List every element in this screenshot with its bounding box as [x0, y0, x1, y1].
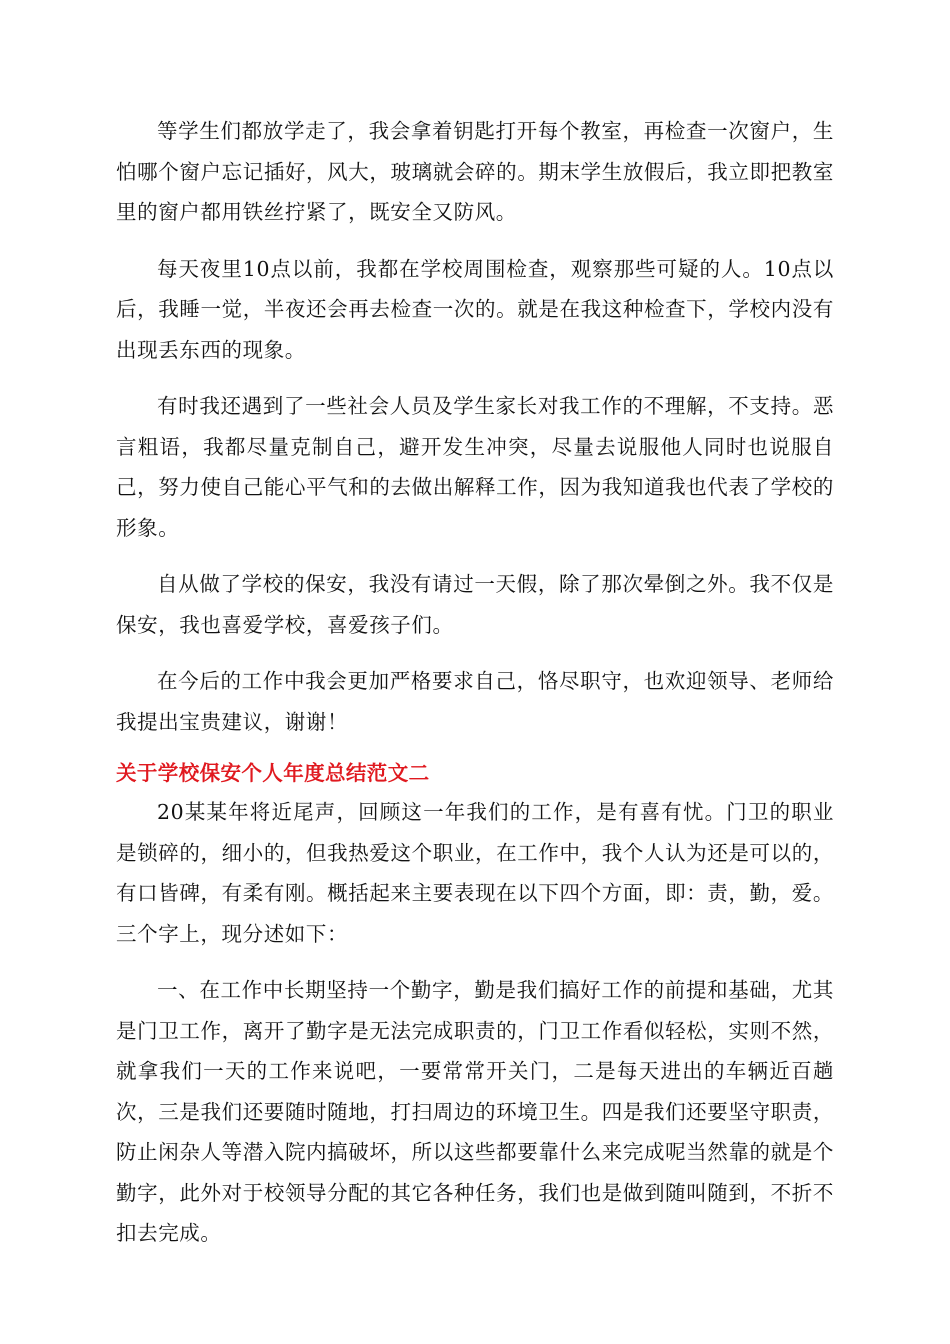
document-body	[116, 111, 834, 1270]
paragraph-check-windows: 等学生们都放学走了，我会拿着钥匙打开每个教室，再检查一次窗户，生怕哪个窗户忘记插好，风大，玻璃就会碎的。期末学生放假后，我立即把教室里的窗户都用铁丝拧紧了，既安全又防风。	[116, 119, 834, 224]
paragraph-diligence: 一、在工作中长期坚持一个勤字，勤是我们搞好工作的前提和基础，尤其是门卫工作，离开了勤字是无法完成职责的，门卫工作看似轻松，实则不然，就拿我们一天的工作来说吧，一要常常开关门，二是每天进出的车辆近百趟次，三是我们还要随时随地，打扫周边的环境卫生。四是我们还要坚守职责，防止闲杂人等潜入院内搞破坏，所以这些都要靠什么来完成呢当然靠的就是个勤字，此外对于校领导分配的其它各种任务，我们也是做到随叫随到，不折不扣去完成。	[116, 978, 834, 1245]
paragraph-no-leave: 自从做了学校的保安，我没有请过一天假，除了那次晕倒之外。我不仅是保安，我也喜爱学校，喜爱孩子们。	[116, 572, 834, 637]
paragraph-misunderstanding: 有时我还遇到了一些社会人员及学生家长对我工作的不理解，不支持。恶言粗语，我都尽量克制自己，避开发生冲突，尽量去说服他人同时也说服自己，努力使自己能心平气和的去做出解释工作，因为我知道我也代表了学校的形象。	[116, 394, 834, 540]
paragraph-year-review: 20某某年将近尾声，回顾这一年我们的工作，是有喜有忧。门卫的职业是锁碎的，细小的，但我热爱这个职业，在工作中，我个人认为还是可以的，有口皆碑，有柔有刚。概括起来主要表现在以下四个方面，即：责，勤，爱。三个字上，现分述如下：	[116, 800, 834, 946]
section-heading: 关于学校保安个人年度总结范文二	[116, 761, 430, 785]
paragraph-night-patrol: 每天夜里10点以前，我都在学校周围检查，观察那些可疑的人。10点以后，我睡一觉，半夜还会再去检查一次的。就是在我这种检查下，学校内没有出现丢东西的现象。	[116, 256, 835, 362]
paragraph-closing: 在今后的工作中我会更加严格要求自己，恪尽职守，也欢迎领导、老师给我提出宝贵建议，谢谢！	[116, 669, 834, 734]
